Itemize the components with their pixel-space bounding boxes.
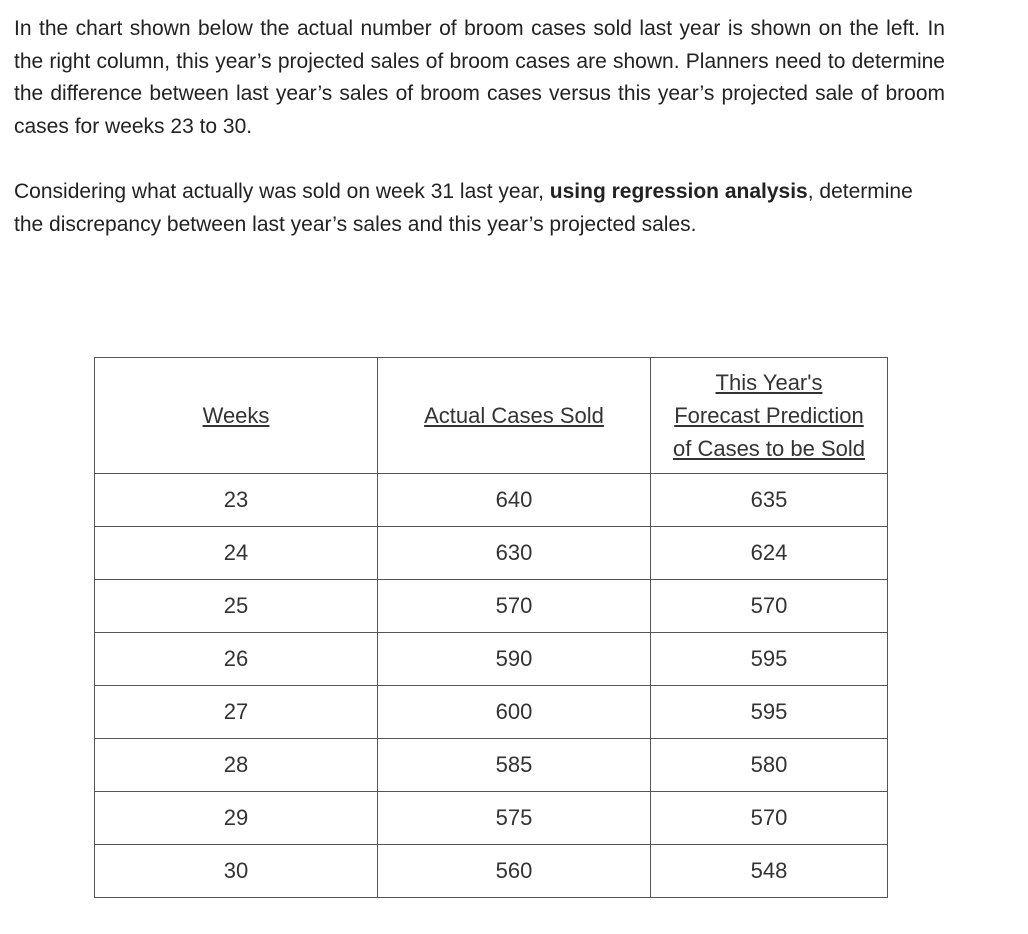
instruction-text-start: Considering what actually was sold on week 31 last year, [14,180,550,203]
cell-week: 29 [95,792,378,845]
sales-table [94,357,888,898]
table-row [95,633,888,686]
header-weeks-label: Weeks [202,402,270,428]
intro-paragraph: In the chart shown below the actual number of broom cases sold last year is shown on the left. In the right column, this year’s projected sales of broom cases are shown. Planners need to determine the difference between last year’s sales of broom cases versus this year’s projected sale of broom cases for weeks 23 to 30. [14,17,945,138]
cell-forecast: 548 [651,845,888,898]
table-row [95,474,888,527]
cell-week: 26 [95,633,378,686]
header-actual [378,358,651,474]
table-row [95,580,888,633]
instruction-text-end: , determine the discrepancy between last year’s sales and this year’s projected sales. [14,180,913,236]
cell-week: 25 [95,580,378,633]
cell-forecast: 570 [651,792,888,845]
header-forecast [651,358,888,474]
instruction-bold-text: using regression analysis [549,180,808,203]
table-row [95,739,888,792]
header-forecast-line3: of Cases to be Sold [672,436,865,461]
cell-week: 28 [95,739,378,792]
cell-actual: 590 [378,633,651,686]
table-row [95,686,888,739]
cell-actual: 585 [378,739,651,792]
cell-forecast: 595 [651,686,888,739]
cell-week: 27 [95,686,378,739]
cell-actual: 640 [378,474,651,527]
header-forecast-line2: Forecast Prediction [674,403,864,428]
cell-forecast: 595 [651,633,888,686]
cell-actual: 560 [378,845,651,898]
cell-forecast: 580 [651,739,888,792]
table-row [95,527,888,580]
cell-week: 24 [95,527,378,580]
header-forecast-line1: This Year's [715,370,823,395]
cell-week: 30 [95,845,378,898]
cell-forecast: 570 [651,580,888,633]
cell-actual: 575 [378,792,651,845]
instruction-paragraph [14,176,945,241]
cell-week: 23 [95,474,378,527]
table-row [95,792,888,845]
cell-actual: 570 [378,580,651,633]
cell-forecast: 624 [651,527,888,580]
table-header-row [95,358,888,474]
table-row [95,845,888,898]
cell-forecast: 635 [651,474,888,527]
header-actual-label: Actual Cases Sold [424,402,604,428]
cell-actual: 600 [378,686,651,739]
header-weeks [95,358,378,474]
cell-actual: 630 [378,527,651,580]
